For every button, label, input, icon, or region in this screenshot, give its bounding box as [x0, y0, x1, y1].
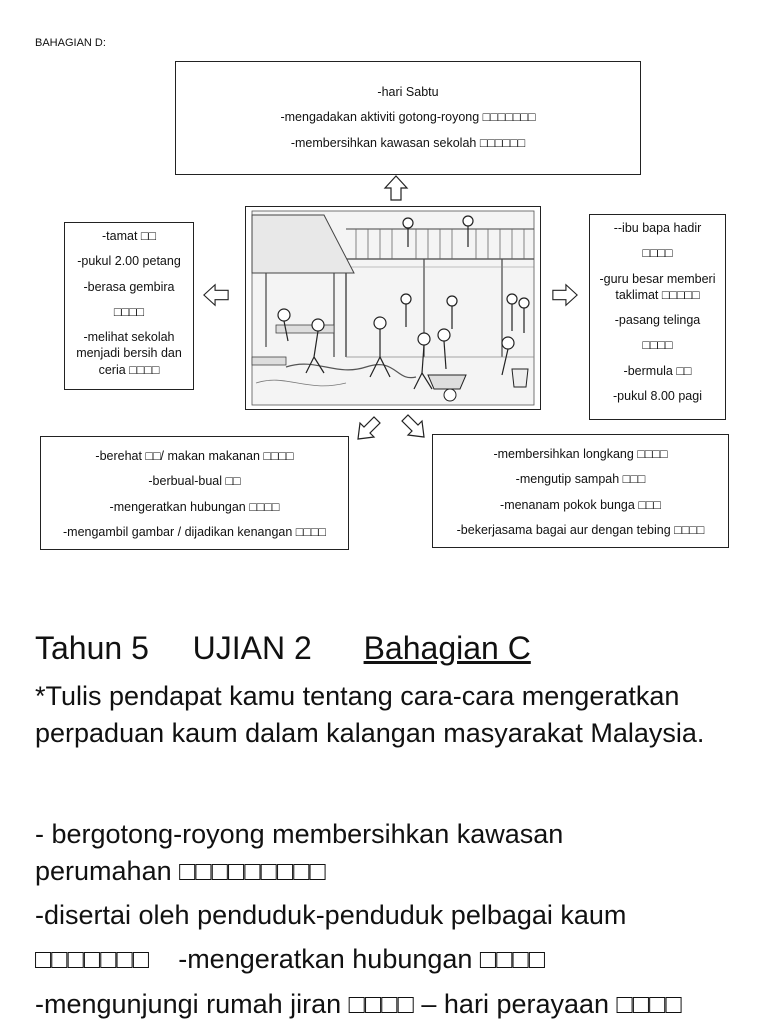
answer-fragment: -mengeratkan hubungan □□□□	[178, 944, 546, 974]
arrow-left-icon	[202, 281, 230, 309]
arrow-right-icon	[551, 281, 579, 309]
arrow-down-right-icon	[399, 412, 427, 440]
arrow-down-left-icon	[355, 414, 383, 442]
question-text: *Tulis pendapat kamu tentang cara-cara mengeratkan perpaduan kaum dalam kalangan masyarakat Malaysia.	[35, 681, 705, 748]
left-note: □□□□	[113, 304, 145, 319]
left-notes-box	[64, 222, 194, 390]
right-notes-box	[589, 214, 726, 420]
bottom-left-notes-box	[40, 436, 349, 550]
left-note: -pukul 2.00 petang	[77, 254, 181, 269]
arrow-up-icon	[382, 174, 410, 202]
left-note: -melihat sekolah menjadi bersih dan ceria □□□□	[76, 330, 182, 377]
right-note: -bermula □□	[623, 363, 692, 378]
page-heading	[35, 630, 531, 667]
top-note: -membersihkan kawasan sekolah □□□□□□	[290, 135, 526, 150]
top-note: -mengadakan aktiviti gotong-royong □□□□□□□	[280, 110, 536, 125]
exam-label: UJIAN 2	[192, 630, 312, 666]
bottom-right-note: -membersihkan longkang □□□□	[493, 447, 668, 461]
gotong-royong-illustration	[245, 206, 541, 410]
bottom-left-note: -berehat □□/ makan makanan □□□□	[95, 449, 294, 463]
right-note: -guru besar memberi taklimat □□□□□	[599, 271, 716, 302]
top-note: -hari Sabtu	[377, 85, 439, 99]
year-label: Tahun 5	[35, 630, 149, 666]
right-note: -pukul 8.00 pagi	[613, 388, 702, 403]
right-note: □□□□	[642, 246, 673, 261]
section-label: BAHAGIAN D:	[35, 37, 106, 49]
right-note: □□□□	[642, 338, 673, 353]
left-note: -berasa gembira	[83, 279, 175, 294]
bottom-right-note: -mengutip sampah □□□	[515, 472, 646, 487]
answer-line: -disertai oleh penduduk-penduduk pelbagai kaum	[35, 900, 627, 930]
bottom-left-note: -berbual-bual □□	[148, 474, 241, 489]
answer-line: perumahan □□□□□□□□□	[35, 856, 326, 886]
bottom-right-note: -menanam pokok bunga □□□	[500, 497, 661, 512]
left-note: -tamat □□	[102, 229, 156, 243]
part-label: Bahagian C	[363, 630, 531, 666]
bottom-left-note: -mengambil gambar / dijadikan kenangan □□□□	[63, 524, 326, 539]
answer-line	[35, 941, 545, 978]
school-cleaning-scene	[246, 207, 540, 409]
answer-line: - bergotong-royong membersihkan kawasan	[35, 819, 564, 849]
answer-fragment: □□□□□□□	[35, 944, 150, 974]
top-notes-box	[175, 61, 641, 175]
bottom-right-note: -bekerjasama bagai aur dengan tebing □□□□	[456, 522, 705, 537]
right-note: --ibu bapa hadir	[613, 221, 702, 235]
answer-line: -mengunjungi rumah jiran □□□□ – hari perayaan □□□□	[35, 989, 682, 1019]
right-note: -pasang telinga	[614, 313, 701, 327]
bottom-left-note: -mengeratkan hubungan □□□□	[109, 499, 280, 514]
bottom-right-notes-box	[432, 434, 729, 548]
